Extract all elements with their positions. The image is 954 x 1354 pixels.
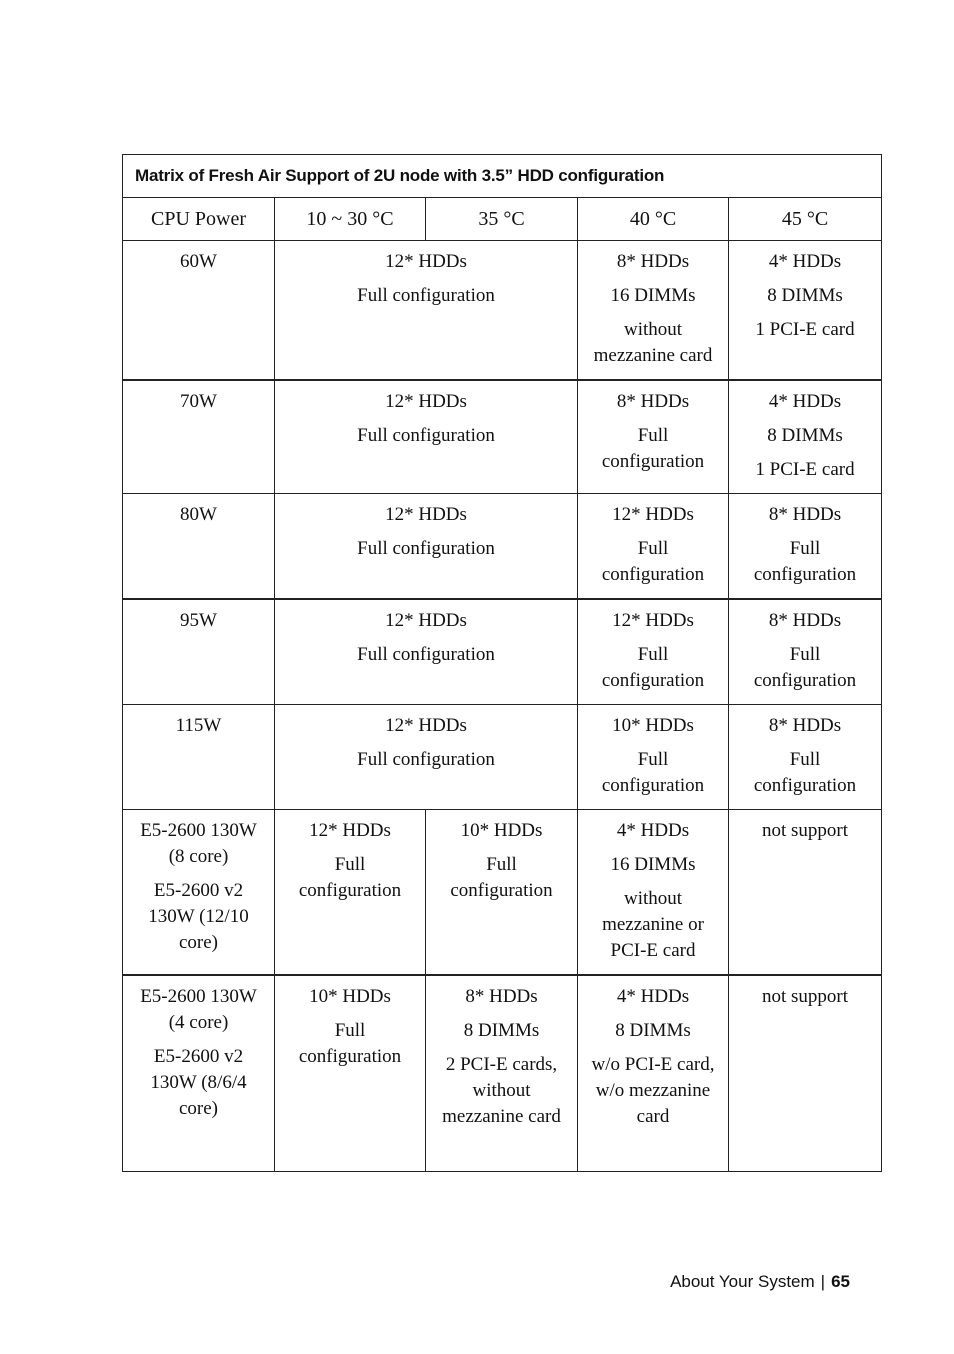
cell-line: 4* HDDs [768,391,842,412]
cell-line: 8* HDDs [768,715,842,736]
cell-line: 12* HDDs [309,820,391,841]
cell-line: Full configuration [601,749,705,796]
footer-section-title: About Your System [670,1272,815,1291]
cell-line: 4* HDDs [768,251,842,272]
footer-separator: | [820,1272,826,1291]
cpu-power-cell [123,599,275,705]
cell-line: 8* HDDs [616,251,690,272]
cell-line: 16 DIMMs [610,285,696,306]
cell-line: without mezzanine or PCI-E card [602,888,704,961]
table-title-row [123,155,882,198]
cell-line: 12* HDDs [612,504,694,525]
cpu-power-cell [123,380,275,494]
header-40c: 40 °C [578,198,729,241]
cell-line: Full configuration [298,854,402,901]
cell-line: 10* HDDs [309,986,391,1007]
config-40c-cell [578,705,729,810]
cell-line: E5-2600 v2 130W (8/6/4 core) [150,1046,247,1119]
cell-line: 60W [180,251,217,272]
cell-line: not support [762,986,849,1007]
header-cpu-power: CPU Power [123,198,275,241]
table-title: Matrix of Fresh Air Support of 2U node with 3.5” HDD configuration [123,155,882,198]
cpu-power-cell [123,705,275,810]
config-35c-cell [426,810,578,976]
cell-line: Full configuration [601,644,705,691]
cell-line: Full configuration [357,749,495,770]
cell-line: 1 PCI-E card [755,459,855,480]
table-row [123,599,882,705]
cell-line: 95W [180,610,217,631]
config-40c-cell [578,975,729,1171]
cell-line: w/o PCI-E card, w/o mezzanine card [591,1054,715,1127]
cell-line: 70W [180,391,217,412]
fresh-air-matrix-table [122,154,882,1172]
cell-line: without mezzanine card [593,319,713,366]
cell-line: 8 DIMMs [463,1020,540,1041]
table-row [123,494,882,600]
cpu-power-cell [123,494,275,600]
config-40c-cell [578,380,729,494]
cpu-power-cell [123,975,275,1171]
config-10-35c-cell [275,599,578,705]
cell-line: Full configuration [357,285,495,306]
config-10-35c-cell [275,494,578,600]
cell-line: 8* HDDs [616,391,690,412]
config-10-35c-cell [275,705,578,810]
cell-line: 16 DIMMs [610,854,696,875]
config-10-35c-cell [275,241,578,381]
cell-line: not support [762,820,849,841]
cell-line: Full configuration [357,538,495,559]
cell-line: 10* HDDs [460,820,543,841]
cell-line: 8* HDDs [465,986,538,1007]
config-10-30c-cell [275,975,426,1171]
cell-line: 10* HDDs [612,715,694,736]
table-row [123,380,882,494]
table-row [123,241,882,381]
table-row [123,975,882,1171]
config-45c-cell [729,494,882,600]
config-45c-cell [729,705,882,810]
config-40c-cell [578,599,729,705]
cell-line: Full configuration [601,538,705,585]
page-number: 65 [831,1272,850,1291]
header-10-30c: 10 ~ 30 °C [275,198,426,241]
config-45c-cell [729,241,882,381]
cell-line: 12* HDDs [385,251,467,272]
cell-line: Full configuration [753,538,857,585]
cell-line: 8* HDDs [768,610,842,631]
cell-line: 12* HDDs [385,715,467,736]
cell-line: 80W [180,504,217,525]
cell-line: E5-2600 v2 130W (12/10 core) [148,880,249,953]
config-40c-cell [578,810,729,976]
config-45c-cell [729,975,882,1171]
config-45c-cell [729,380,882,494]
cell-line: 8 DIMMs [767,285,843,306]
config-40c-cell [578,241,729,381]
cell-line: 4* HDDs [616,986,690,1007]
config-35c-cell [426,975,578,1171]
table-header-row [123,198,882,241]
cell-line: 12* HDDs [385,391,467,412]
cell-line: Full configuration [753,644,857,691]
config-10-35c-cell [275,380,578,494]
config-40c-cell [578,494,729,600]
cell-line: 12* HDDs [385,504,467,525]
cell-line: 8 DIMMs [615,1020,691,1041]
config-10-30c-cell [275,810,426,976]
cpu-power-cell [123,810,275,976]
cell-line: 8* HDDs [768,504,842,525]
cell-line: 1 PCI-E card [755,319,855,340]
cell-line: Full configuration [601,425,705,472]
cell-line: Full configuration [753,749,857,796]
config-45c-cell [729,599,882,705]
header-35c: 35 °C [426,198,578,241]
cell-line: 4* HDDs [616,820,690,841]
cell-line: 8 DIMMs [767,425,843,446]
cpu-power-cell [123,241,275,381]
cell-line: Full configuration [450,854,553,901]
cell-line: E5-2600 130W (4 core) [140,986,257,1033]
cell-line: 2 PCI-E cards, without mezzanine card [442,1054,561,1127]
cell-line: Full configuration [357,425,495,446]
table-row [123,810,882,976]
page-footer [670,1272,850,1292]
cell-line: 12* HDDs [612,610,694,631]
header-45c: 45 °C [729,198,882,241]
cell-line: E5-2600 130W (8 core) [140,820,257,867]
table-row [123,705,882,810]
cell-line: Full configuration [298,1020,402,1067]
cell-line: Full configuration [357,644,495,665]
config-45c-cell [729,810,882,976]
cell-line: 115W [175,715,222,736]
cell-line: 12* HDDs [385,610,467,631]
